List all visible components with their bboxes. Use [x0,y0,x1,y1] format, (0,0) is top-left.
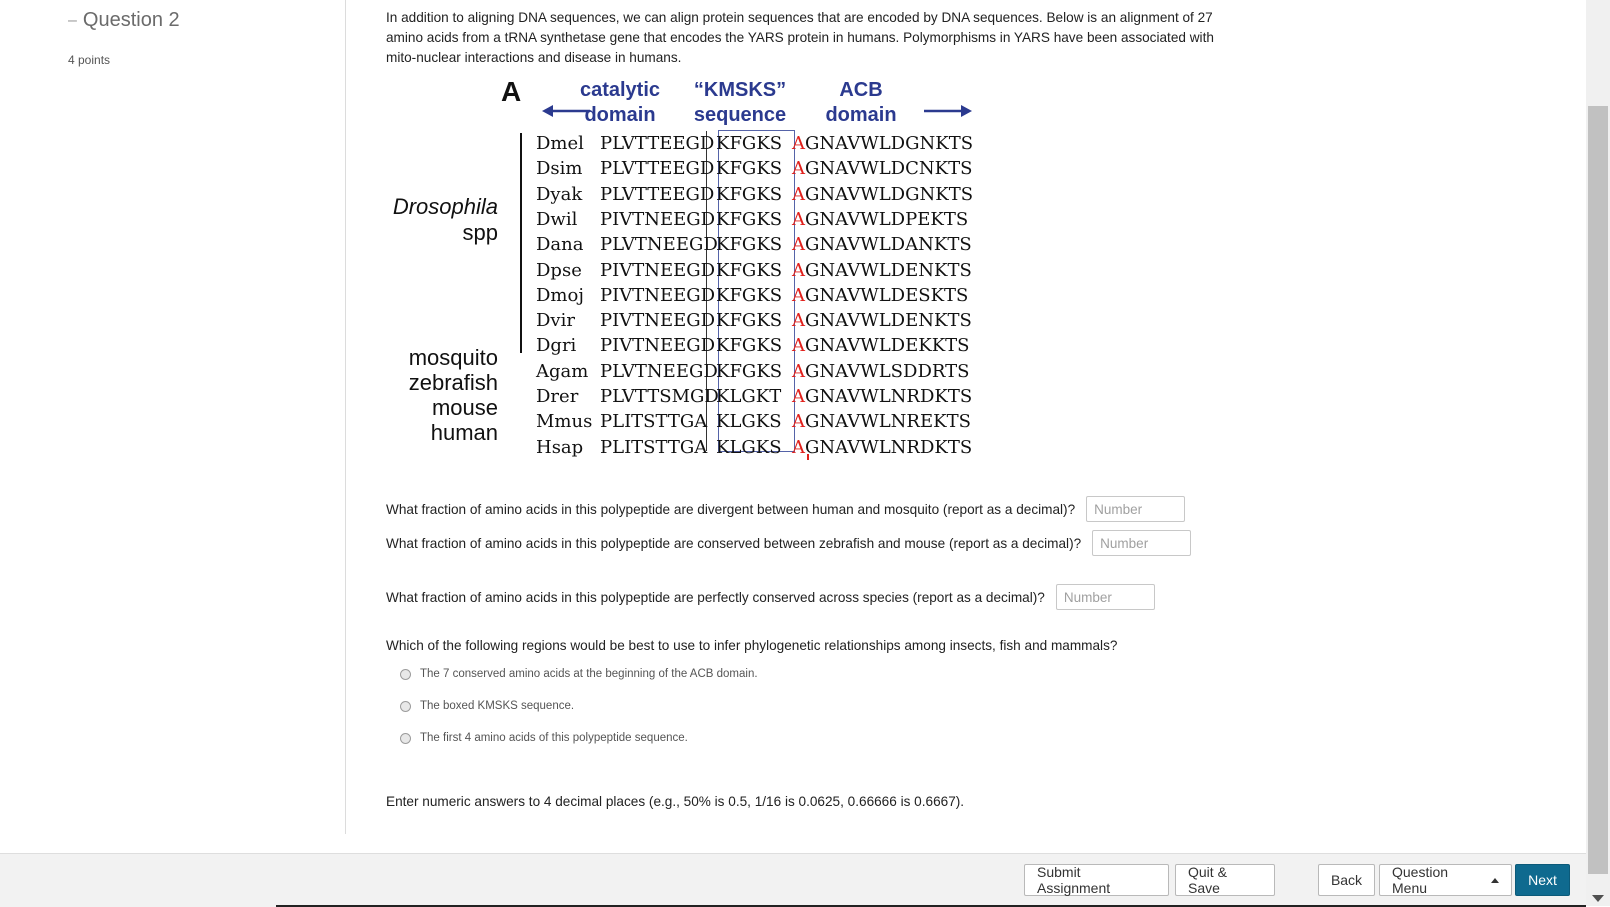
question-2 [386,530,1191,556]
kmsks-segment: KFGKS [716,360,783,382]
acb-segment [792,285,968,306]
catalytic-segment: PIVTNEEGD [600,310,716,332]
question-sidebar [0,0,346,834]
acb-domain-header [816,78,906,128]
acb-segment [792,158,972,179]
mc-option-1[interactable] [400,668,758,680]
question-menu-button[interactable] [1379,864,1512,896]
species-code: Dpse [536,259,582,281]
question-points: 4 points [68,53,111,67]
zebrafish-label: zebrafish [408,370,498,395]
kmsks-segment: KLGKT [716,386,782,407]
catalytic-segment: PLVTTEEGD [600,133,715,154]
alignment-row [536,308,972,333]
kmsks-header [690,78,790,128]
acb-first-residue: A [792,183,805,205]
alignment-row [536,359,969,384]
acb-header-line1: ACB [839,79,883,101]
alignment-row [536,409,971,434]
alignment-row [536,156,972,181]
question-title: Question 2 [82,9,180,31]
acb-remaining-residues: GNAVWLDGNKTS [805,183,974,205]
acb-segment [792,184,973,205]
acb-segment [792,234,972,255]
acb-remaining-residues: GNAVWLDESKTS [805,284,969,306]
drosophila-label: Drosophila [392,194,498,219]
acb-remaining-residues: GNAVWLNREKTS [805,411,971,433]
question-1-text: What fraction of amino acids in this polypeptide are divergent between human and mosquito (report as a decimal)? [386,501,1076,517]
acb-header-line2: domain [825,104,897,126]
species-code: Dmel [536,133,584,154]
species-code: Dyak [536,183,583,205]
kmsks-segment: KFGKS [716,234,783,256]
species-code: Dmoj [536,284,584,306]
mouse-label: mouse [431,395,498,420]
species-code: Dsim [536,158,583,180]
alignment-row [536,384,972,409]
acb-segment [792,133,973,154]
kmsks-segment: KFGKS [716,133,783,154]
drosophila-bracket [520,133,522,353]
acb-segment [792,209,968,230]
acb-remaining-residues: GNAVWLDEKKTS [805,335,970,357]
acb-segment [792,260,972,281]
back-button[interactable]: Back [1318,864,1375,896]
catalytic-segment: PLVTTEEGD [600,158,715,180]
acb-first-residue: A [792,436,805,458]
acb-first-residue: A [792,158,805,180]
species-code: Dwil [536,208,578,230]
catalytic-segment: PLVTNEEGD [600,360,718,382]
species-code: Dgri [536,335,577,357]
mc-option-3-label[interactable]: The first 4 amino acids of this polypeptide sequence. [420,732,688,744]
acb-segment [792,335,970,356]
species-code: Drer [536,386,579,407]
spp-label: spp [462,220,498,245]
kmsks-header-line2: sequence [693,104,787,126]
radio-button[interactable] [400,733,411,744]
answer-1-input[interactable] [1086,496,1185,522]
question-3-text: What fraction of amino acids in this polypeptide are perfectly conserved across species (report as a decimal)? [386,589,1045,605]
alignment-row [536,258,972,283]
acb-segment [792,437,972,458]
question-menu-label[interactable]: Question Menu [1392,864,1449,896]
acb-remaining-residues: GNAVWLDCNKTS [805,158,973,180]
question-1 [386,496,1185,522]
radio-button[interactable] [400,701,411,712]
acb-segment [792,310,972,331]
kmsks-segment: KFGKS [716,158,783,180]
quit-save-button[interactable]: Quit & Save [1175,864,1275,896]
mc-option-2-label[interactable]: The boxed KMSKS sequence. [420,700,575,712]
caret-up-icon [1491,878,1499,883]
catalytic-segment: PLVTNEEGD [600,234,718,256]
mc-question-text: Which of the following regions would be best to use to infer phylogenetic relationships among insects, fish and mammals? [386,638,1118,653]
catalytic-segment: PIVTNEEGD [600,259,716,281]
acb-first-residue: A [792,259,805,281]
kmsks-segment: KLGKS [716,411,782,433]
catalytic-segment: PLITSTTGA [600,436,708,458]
question-2-text: What fraction of amino acids in this polypeptide are conserved between zebrafish and mouse (report as a decimal)? [386,535,1082,551]
right-arrow-icon [924,104,972,118]
mosquito-label: mosquito [408,345,498,370]
alignment-row [536,207,968,232]
collapse-dash-icon[interactable]: – [68,11,77,29]
alignment-figure [390,76,974,468]
kmsks-segment: KFGKS [716,284,783,306]
kmsks-segment: KLGKS [716,436,782,458]
catalytic-segment: PIVTNEEGD [600,335,716,357]
acb-remaining-residues: GNAVWLDENKTS [805,259,972,281]
catalytic-segment: PLVTTSMGD [600,386,719,407]
species-code: Hsap [536,436,584,458]
catalytic-domain-header [570,78,670,128]
answer-3-input[interactable] [1056,584,1155,610]
page-scrollbar[interactable] [1586,0,1610,906]
kmsks-segment: KFGKS [716,259,783,281]
catalytic-segment: PIVTNEEGD [600,208,716,230]
species-code: Agam [536,360,589,382]
species-code: Dvir [536,310,575,332]
acb-remaining-residues: GNAVWLDENKTS [805,310,972,332]
question-3 [386,584,1155,610]
acb-remaining-residues: GNAVWLDGNKTS [805,133,974,154]
catalytic-segment: PLITSTTGA [600,411,708,433]
footer-bar [0,853,1586,907]
acb-first-residue: A [792,335,805,357]
acb-first-residue: A [792,310,805,332]
scroll-down-arrow-icon[interactable] [1592,895,1604,902]
scroll-thumb[interactable] [1588,106,1608,874]
acb-remaining-residues: GNAVWLDPEKTS [805,208,969,230]
acb-first-residue: A [792,234,805,256]
radio-button[interactable] [400,669,411,680]
acb-first-residue: A [792,284,805,306]
kmsks-segment: KFGKS [716,208,783,230]
catalytic-header-line2: domain [584,104,656,126]
acb-first-residue: A [792,360,805,382]
kmsks-segment: KFGKS [716,310,783,332]
mc-option-1-label[interactable]: The 7 conserved amino acids at the beginning of the ACB domain. [420,668,758,680]
acb-remaining-residues: GNAVWLSDDRTS [805,360,970,382]
acb-segment [792,361,969,382]
alignment-row [536,131,973,156]
alignment-row [536,333,970,358]
alignment-row [536,435,972,460]
acb-remaining-residues: GNAVWLNRDKTS [805,436,973,458]
acb-remaining-residues: GNAVWLDANKTS [805,234,972,256]
mc-option-2[interactable] [400,700,574,712]
instructions-footnote: Enter numeric answers to 4 decimal places (e.g., 50% is 0.5, 1/16 is 0.0625, 0.66666 is 0.6667). [386,794,965,809]
catalytic-segment: PLVTTEEGD [600,183,715,205]
acb-first-residue: A [792,411,805,433]
figure-letter: A [501,76,522,107]
question-title-row[interactable] [68,9,180,32]
alignment-row [536,283,968,308]
alignment-row [536,232,972,257]
acb-segment [792,386,972,407]
kmsks-segment: KFGKS [716,183,783,205]
kmsks-header-line1: “KMSKS” [693,79,787,101]
acb-first-residue: A [792,386,805,407]
mc-option-3[interactable] [400,732,688,744]
kmsks-segment: KFGKS [716,335,783,357]
answer-2-input[interactable] [1092,530,1191,556]
acb-first-residue: A [792,208,805,230]
catalytic-header-line1: catalytic [579,79,661,101]
catalytic-segment: PIVTNEEGD [600,284,716,306]
acb-segment [792,411,971,432]
acb-first-residue: A [792,133,805,154]
submit-assignment-button[interactable]: Submit Assignment [1024,864,1169,896]
intro-text: In addition to aligning DNA sequences, we can align protein sequences that are encoded by DNA sequences. Below is an alignment of 27 amino acids from a tRNA synthetase gene that encodes the YARS protein in humans. Polymorphisms in YARS have been associated with mito-nuclear interactions and disease in humans. [386,10,1214,65]
species-code: Dana [536,234,584,256]
human-label: human [430,420,498,445]
acb-remaining-residues: GNAVWLNRDKTS [805,386,973,407]
species-code: Mmus [536,411,593,433]
alignment-row [536,182,973,207]
next-button[interactable]: Next [1515,864,1570,896]
